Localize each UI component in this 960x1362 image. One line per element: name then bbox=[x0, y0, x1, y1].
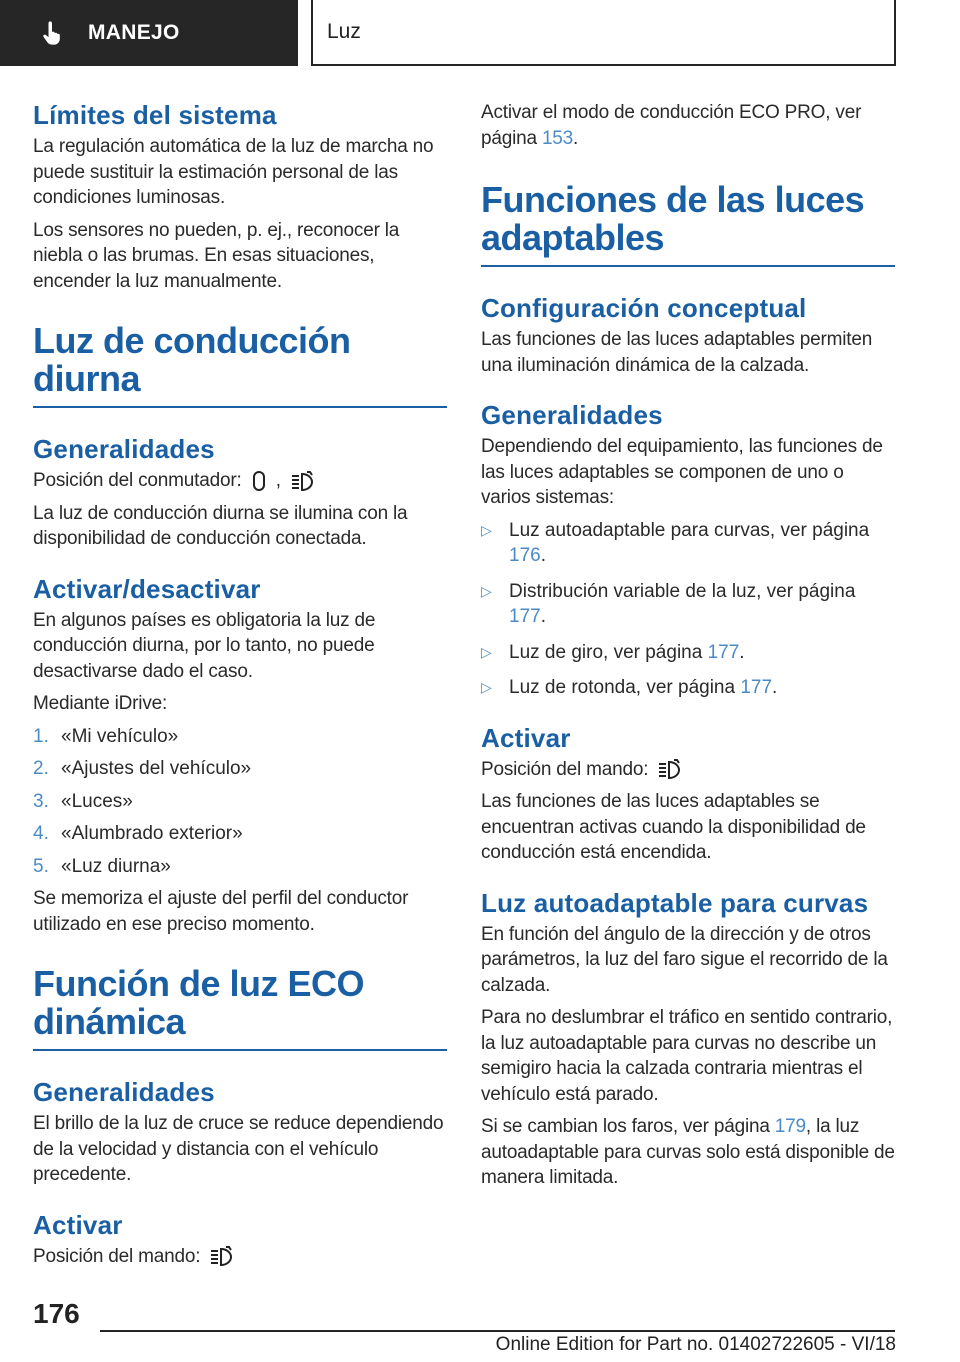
curve-light-heading: Luz autoadaptable para curvas bbox=[481, 887, 869, 918]
eco-activate-line bbox=[33, 1244, 447, 1270]
adaptive-general-paragraph: Dependiendo del equipamiento, las funciones de las luces adaptables se componen de uno o varios sistemas: bbox=[481, 436, 883, 508]
adaptive-activate-label: Posición del mando: bbox=[481, 758, 649, 780]
page-link[interactable]: 177 bbox=[509, 606, 541, 627]
eco-activate-section bbox=[33, 1210, 447, 1270]
adaptive-activate-line bbox=[481, 757, 895, 783]
daytime-general-heading: Generalidades bbox=[33, 434, 215, 464]
list-item: 3. «Luces» bbox=[33, 790, 133, 812]
adaptive-activate-heading: Activar bbox=[481, 722, 571, 753]
footer-edition: Online Edition for Part no. 01402722605 - VI/18 bbox=[495, 1334, 896, 1355]
concept-paragraph: Las funciones de las luces adaptables permiten una iluminación dinámica de la calzada. bbox=[481, 329, 873, 376]
list-item: ▷ Luz autoadaptable para curvas, ver página 176. bbox=[481, 518, 895, 569]
header-section-label: MANEJO bbox=[88, 21, 180, 44]
list-item: ▷ Distribución variable de la luz, ver página 177. bbox=[481, 579, 895, 630]
idrive-label: Mediante iDrive: bbox=[33, 693, 168, 714]
daytime-toggle-section bbox=[33, 574, 447, 938]
idrive-steps-list bbox=[33, 724, 447, 880]
adaptive-general-heading: Generalidades bbox=[481, 400, 663, 430]
page-link[interactable]: 176 bbox=[509, 545, 541, 566]
right-column bbox=[481, 100, 895, 1213]
adaptive-systems-list bbox=[481, 518, 895, 701]
list-item: 5. «Luz diurna» bbox=[33, 855, 171, 877]
triangle-bullet-icon: ▷ bbox=[481, 521, 492, 538]
curve-light-paragraph-1: En función del ángulo de la dirección y de otros parámetros, la luz del faro sigue el recorrido de la calzada. bbox=[481, 923, 888, 996]
headlight-auto-icon bbox=[657, 758, 683, 780]
system-limits-heading: Límites del sistema bbox=[33, 100, 277, 130]
triangle-bullet-icon: ▷ bbox=[481, 643, 492, 660]
triangle-bullet-icon: ▷ bbox=[481, 679, 492, 695]
eco-general-heading: Generalidades bbox=[33, 1077, 215, 1107]
header-chapter-label: Luz bbox=[327, 20, 361, 43]
concept-heading: Configuración conceptual bbox=[481, 293, 807, 323]
triangle-bullet-icon: ▷ bbox=[481, 582, 492, 599]
list-item: 2. «Ajustes del vehículo» bbox=[33, 758, 252, 779]
eco-general-section bbox=[33, 1077, 447, 1188]
daytime-general-paragraph: La luz de conducción diurna se ilumina con la disponibilidad de conducción conectada. bbox=[33, 502, 408, 549]
switch-position-line bbox=[33, 468, 447, 494]
daytime-toggle-heading: Activar/desactivar bbox=[33, 573, 261, 604]
list-item: ▷ Luz de giro, ver página 177. bbox=[481, 640, 895, 666]
hand-pointer-icon bbox=[38, 19, 66, 47]
footer-divider bbox=[100, 1330, 895, 1332]
adaptive-heading: Funciones de las luces adaptables bbox=[481, 181, 895, 267]
page-link[interactable]: 177 bbox=[707, 641, 740, 663]
concept-section bbox=[481, 293, 895, 378]
system-limits-paragraph-2: Los sensores no pueden, p. ej., reconocer la niebla o las brumas. En esas situaciones, encender la luz manualmente. bbox=[33, 219, 400, 292]
page-link[interactable]: 179 bbox=[774, 1116, 806, 1137]
header-section-tab[interactable] bbox=[0, 0, 298, 66]
switch-separator: , bbox=[275, 470, 281, 491]
page-number: 176 bbox=[33, 1298, 80, 1329]
adaptive-activate-paragraph: Las funciones de las luces adaptables se encuentran activas cuando la disponibilidad de conducción está encendida. bbox=[481, 791, 866, 863]
headlight-auto-icon bbox=[290, 470, 316, 492]
switch-position-label: Posición del conmutador: bbox=[33, 470, 242, 491]
eco-activate-label: Posición del mando: bbox=[33, 1245, 201, 1267]
eco-pro-paragraph: Activar el modo de conducción ECO PRO, ver página 153. bbox=[481, 102, 862, 149]
system-limits-paragraph-1: La regulación automática de la luz de marcha no puede sustituir la estimación personal de las condiciones luminosas. bbox=[33, 136, 434, 208]
left-column bbox=[33, 100, 447, 1291]
daytime-toggle-paragraph: En algunos países es obligatoria la luz de conducción diurna, por lo tanto, no puede desactivarse dado el caso. bbox=[33, 609, 376, 682]
page-link[interactable]: 177 bbox=[740, 677, 773, 698]
curve-light-paragraph-2: Para no deslumbrar el tráfico en sentido contrario, la luz autoadaptable para curvas no describe un semigiro hacia la calzada contraria mientras el vehículo está parado. bbox=[481, 1007, 893, 1105]
eco-general-paragraph: El brillo de la luz de cruce se reduce dependiendo de la velocidad y distancia con el vehículo precedente. bbox=[33, 1113, 444, 1185]
eco-heading: Función de luz ECO dinámica bbox=[33, 965, 447, 1051]
daytime-general-section bbox=[33, 434, 447, 552]
adaptive-activate-section bbox=[481, 723, 895, 866]
switch-off-icon bbox=[251, 470, 267, 492]
list-item: 4. «Alumbrado exterior» bbox=[33, 823, 243, 844]
header-chapter-bar bbox=[311, 0, 896, 66]
system-limits-section bbox=[33, 100, 447, 294]
eco-activate-heading: Activar bbox=[33, 1209, 123, 1240]
daytime-light-heading: Luz de conducción diurna bbox=[33, 322, 447, 408]
adaptive-general-section bbox=[481, 400, 895, 701]
curve-light-section bbox=[481, 888, 895, 1191]
memo-paragraph: Se memoriza el ajuste del perfil del conductor utilizado en ese preciso momento. bbox=[33, 888, 409, 935]
list-item: ▷ Luz de rotonda, ver página 177. bbox=[481, 675, 895, 701]
headlight-auto-icon bbox=[209, 1245, 235, 1267]
list-item: 1. «Mi vehículo» bbox=[33, 725, 179, 747]
page-link[interactable]: 153 bbox=[541, 127, 574, 149]
curve-light-paragraph-3: Si se cambian los faros, ver página 179, la luz autoadaptable para curvas solo está disponible de manera limitada. bbox=[481, 1116, 895, 1188]
